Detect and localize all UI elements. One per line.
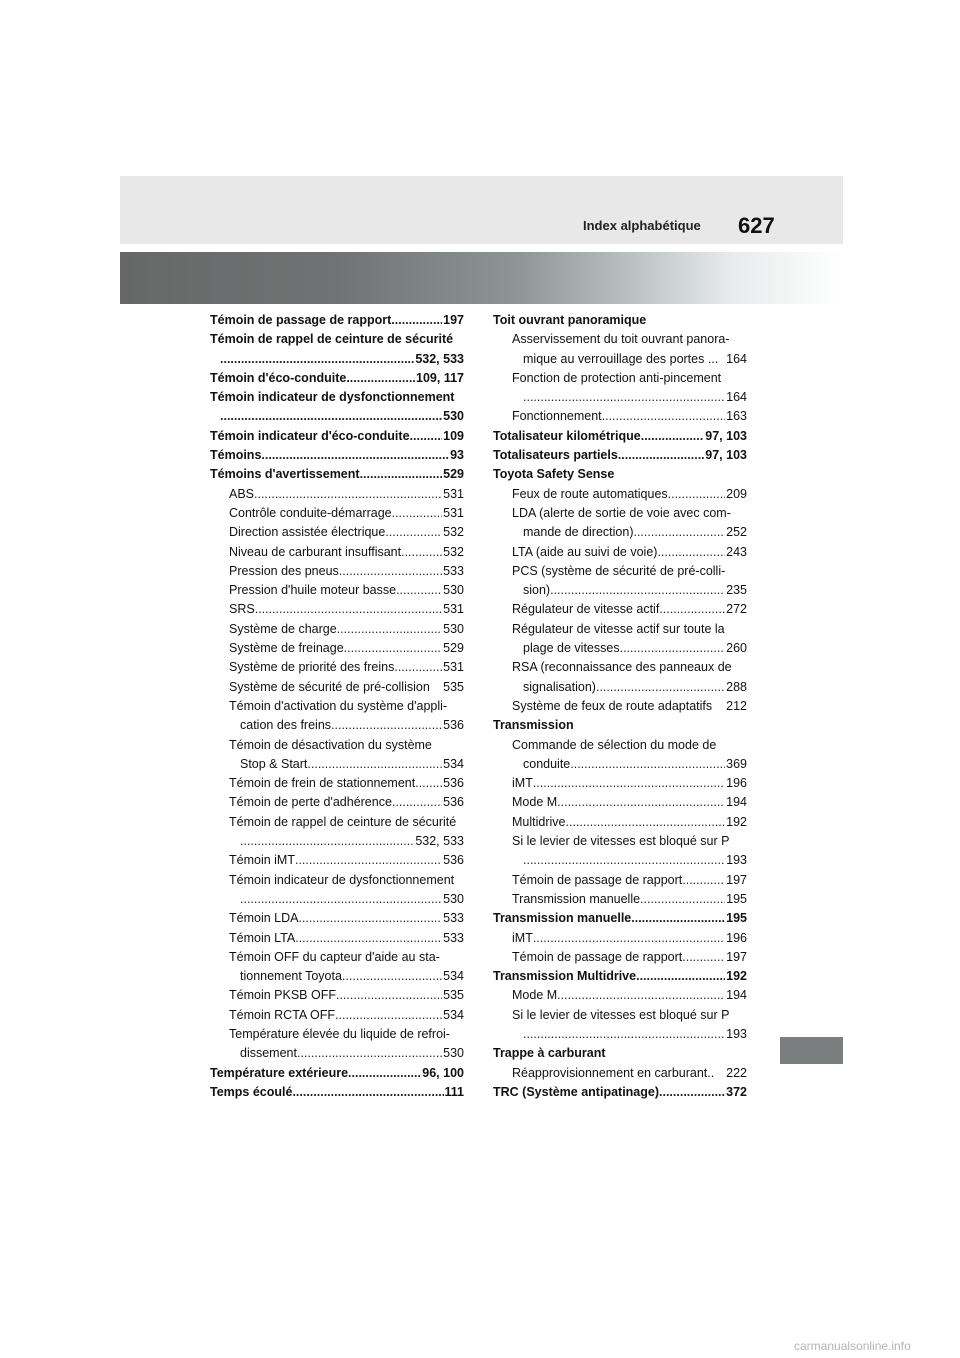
dot-leader	[337, 620, 442, 639]
entry-text: Pression d'huile moteur basse	[229, 583, 397, 598]
index-entry	[210, 350, 464, 369]
index-entry	[493, 697, 747, 716]
index-entry	[493, 678, 747, 697]
entry-text: Transmission	[493, 718, 574, 733]
index-entry	[210, 504, 464, 523]
entry-text: plage de vitesses	[523, 641, 620, 656]
entry-text: Température élevée du liquide de refroi-	[229, 1026, 450, 1041]
dot-leader	[641, 427, 705, 446]
page-reference: 530	[443, 891, 464, 906]
dot-leader	[336, 986, 442, 1005]
index-entry	[493, 311, 747, 330]
index-entry	[493, 851, 747, 870]
page-reference: 372	[726, 1084, 747, 1099]
page-reference: 529	[443, 467, 464, 482]
page-reference: 532, 533	[415, 834, 464, 849]
dot-leader	[360, 465, 443, 484]
dot-leader	[240, 890, 442, 909]
entry-text: Mode M	[512, 795, 558, 810]
index-entry	[210, 1064, 464, 1083]
entry-text: Témoin indicateur de dysfonctionnement	[229, 872, 455, 887]
index-entry	[210, 774, 464, 793]
index-entry	[210, 793, 464, 812]
entry-text: Témoin iMT	[229, 853, 295, 868]
index-entry	[493, 350, 747, 369]
dot-leader	[298, 909, 442, 928]
entry-text: Témoin d'éco-conduite	[210, 370, 347, 385]
index-entry	[493, 427, 747, 446]
entry-text: Si le levier de vitesses est bloqué sur P	[512, 1007, 730, 1022]
header-bar	[120, 176, 843, 244]
page-reference: 192	[726, 814, 747, 829]
index-entry	[210, 755, 464, 774]
entry-text: iMT	[512, 930, 533, 945]
page-reference: 531	[443, 660, 464, 675]
page-reference: 369	[726, 756, 747, 771]
page-reference: 222	[726, 1065, 747, 1080]
entry-text: Témoin RCTA OFF	[229, 1007, 336, 1022]
entry-text: SRS	[229, 602, 255, 617]
index-entry	[493, 639, 747, 658]
entry-text: signalisation)	[523, 679, 596, 694]
entry-text: Température extérieure	[210, 1065, 349, 1080]
entry-text: Fonctionnement	[512, 409, 602, 424]
entry-text: Commande de sélection du mode de	[512, 737, 717, 752]
entry-text: Témoin LTA	[229, 930, 296, 945]
entry-text: Témoin PKSB OFF	[229, 988, 336, 1003]
page-reference: 533	[443, 911, 464, 926]
index-entry	[210, 948, 464, 967]
page-reference: 532	[443, 525, 464, 540]
page-reference: 252	[726, 525, 747, 540]
index-entry	[493, 793, 747, 812]
page-reference: 197	[726, 949, 747, 964]
dot-leader	[394, 658, 442, 677]
index-entry	[210, 427, 464, 446]
index-entry	[210, 523, 464, 542]
entry-text: Témoin d'activation du système d'appli-	[229, 698, 448, 713]
page-reference: 193	[726, 1026, 747, 1041]
index-entry	[210, 658, 464, 677]
dot-leader	[392, 793, 442, 812]
dot-leader	[523, 388, 725, 407]
page-reference: 243	[726, 544, 747, 559]
index-entry	[493, 948, 747, 967]
page-reference: 196	[726, 776, 747, 791]
index-entry	[210, 639, 464, 658]
dot-leader	[682, 871, 725, 890]
dot-leader	[640, 890, 725, 909]
page-reference: 535	[443, 679, 464, 694]
dot-leader	[295, 851, 442, 870]
entry-text: TRC (Système antipatinage)	[493, 1084, 660, 1099]
index-entry	[210, 967, 464, 986]
entry-text: cation des freins	[240, 718, 332, 733]
dot-leader	[631, 909, 725, 928]
dot-leader	[415, 774, 442, 793]
dot-leader	[657, 543, 725, 562]
entry-text: Toit ouvrant panoramique	[493, 313, 647, 327]
dot-leader	[596, 678, 725, 697]
entry-text: Témoin de passage de rapport	[512, 949, 683, 964]
index-entry	[493, 1083, 747, 1102]
dot-leader	[254, 485, 442, 504]
page-reference: 530	[443, 621, 464, 636]
index-entry	[493, 620, 747, 639]
page-reference: 531	[443, 505, 464, 520]
page-reference: 530	[443, 409, 464, 424]
entry-text: Témoin LDA	[229, 911, 299, 926]
entry-text: Système de freinage	[229, 641, 344, 656]
entry-text: Totalisateurs partiels	[493, 448, 618, 463]
dot-leader	[620, 639, 726, 658]
index-entry	[210, 813, 464, 832]
page-reference: 531	[443, 486, 464, 501]
watermark: carmanualsonline.info	[794, 1339, 911, 1353]
page-reference: 536	[443, 776, 464, 791]
entry-text: Pression des pneus	[229, 563, 339, 578]
dot-leader	[523, 851, 725, 870]
index-entry	[210, 832, 464, 851]
entry-text: Régulateur de vitesse actif	[512, 602, 660, 617]
page-reference: 97, 103	[705, 428, 747, 443]
entry-text: Multidrive	[512, 814, 566, 829]
dot-leader	[570, 755, 725, 774]
dot-leader	[533, 929, 725, 948]
index-entry	[493, 388, 747, 407]
dot-leader	[636, 967, 725, 986]
dot-leader	[659, 1083, 725, 1102]
page-reference: 533	[443, 930, 464, 945]
page-reference: 109, 117	[416, 370, 464, 385]
page-reference: 534	[443, 969, 464, 984]
entry-text: Transmission manuelle	[512, 891, 641, 906]
index-entry	[210, 446, 464, 465]
entry-text: tionnement Toyota	[240, 969, 342, 984]
entry-text: dissement	[240, 1046, 297, 1061]
page-number: 627	[738, 213, 775, 238]
page-reference: 531	[443, 602, 464, 617]
index-entry	[493, 581, 747, 600]
dot-leader	[410, 427, 443, 446]
index-entry	[493, 909, 747, 928]
gradient-banner	[120, 252, 843, 304]
index-entry	[210, 311, 464, 330]
index-entry	[210, 543, 464, 562]
page-reference: 197	[726, 872, 747, 887]
section-thumb-tab	[780, 1037, 843, 1064]
page-reference: 529	[443, 641, 464, 656]
index-entry	[210, 909, 464, 928]
page-reference: 193	[726, 853, 747, 868]
entry-text: RSA (reconnaissance des panneaux de	[512, 660, 732, 675]
entry-text: Témoin de désactivation du système	[229, 737, 432, 752]
dot-leader	[659, 600, 725, 619]
entry-text: Témoin de rappel de ceinture de sécurité	[229, 814, 457, 829]
dot-leader	[633, 523, 725, 542]
page-reference: 209	[726, 486, 747, 501]
dot-leader	[550, 581, 725, 600]
index-entry	[210, 986, 464, 1005]
page-reference: 534	[443, 756, 464, 771]
entry-text: Contrôle conduite-démarrage	[229, 505, 392, 520]
entry-text: Trappe à carburant	[493, 1046, 606, 1061]
index-entry	[210, 736, 464, 755]
dot-leader	[295, 929, 442, 948]
index-entry	[210, 485, 464, 504]
index-entry	[493, 1025, 747, 1044]
entry-text: ABS	[229, 486, 255, 501]
index-entry	[493, 832, 747, 851]
page-reference: 534	[443, 1007, 464, 1022]
entry-text: Toyota Safety Sense	[493, 467, 615, 482]
entry-text: LTA (aide au suivi de voie)	[512, 544, 658, 559]
dot-leader	[385, 523, 442, 542]
entry-text: Transmission Multidrive	[493, 969, 637, 984]
page-reference: 195	[726, 891, 747, 906]
entry-text: Feux de route automatiques	[512, 486, 668, 501]
entry-text: Témoin de frein de stationnement	[229, 776, 416, 791]
page-reference: 197	[443, 313, 464, 327]
page-reference: 535	[443, 988, 464, 1003]
index-entry	[210, 890, 464, 909]
entry-text: Témoin de passage de rapport	[210, 313, 392, 327]
entry-text: Témoin OFF du capteur d'aide au sta-	[229, 949, 440, 964]
index-entry	[493, 330, 747, 349]
page-reference: 96, 100	[422, 1065, 464, 1080]
entry-text: Système de sécurité de pré-collision	[229, 679, 430, 694]
dot-leader	[297, 1044, 442, 1063]
dot-leader	[396, 581, 442, 600]
dot-leader	[602, 407, 726, 426]
index-entry	[493, 1006, 747, 1025]
page-reference: 109	[443, 428, 464, 443]
index-column-right	[493, 311, 747, 1102]
entry-text: Stop & Start	[240, 756, 308, 771]
page-reference: 192	[726, 969, 747, 984]
entry-text: Témoin de passage de rapport	[512, 872, 683, 887]
entry-text: iMT	[512, 776, 533, 791]
index-entry	[210, 330, 464, 349]
section-title: Index alphabétique	[583, 218, 701, 233]
entry-text: Témoin de rappel de ceinture de sécurité	[210, 332, 454, 347]
dot-leader	[348, 1064, 421, 1083]
page-reference: 164	[726, 351, 747, 366]
dot-leader	[261, 446, 449, 465]
page-reference: 195	[726, 911, 747, 926]
dot-leader	[557, 793, 725, 812]
page-reference: 536	[443, 718, 464, 733]
index-entry	[493, 446, 747, 465]
entry-text: Témoin de perte d'adhérence	[229, 795, 392, 810]
entry-text: Transmission manuelle	[493, 911, 632, 926]
page-reference: 163	[726, 409, 747, 424]
page-reference: 97, 103	[705, 448, 747, 463]
dot-leader	[331, 716, 442, 735]
entry-text: Témoins d'avertissement	[210, 467, 360, 482]
entry-text: mique au verrouillage des portes ...	[523, 351, 719, 366]
dot-leader	[618, 446, 704, 465]
entry-text: Fonction de protection anti-pincement	[512, 370, 722, 385]
index-entry	[210, 407, 464, 426]
entry-text: Système de charge	[229, 621, 337, 636]
dot-leader	[255, 600, 442, 619]
index-entry	[493, 929, 747, 948]
page-reference: 235	[726, 583, 747, 598]
index-entry	[493, 774, 747, 793]
index-entry	[210, 620, 464, 639]
entry-text: Réapprovisionnement en carburant..	[512, 1065, 715, 1080]
index-entry	[493, 523, 747, 542]
page-reference: 212	[726, 698, 747, 713]
index-column-left	[210, 311, 464, 1102]
page-reference: 532	[443, 544, 464, 559]
index-entry	[210, 678, 464, 697]
dot-leader	[401, 543, 442, 562]
index-entry	[210, 851, 464, 870]
entry-text: Si le levier de vitesses est bloqué sur P	[512, 834, 730, 849]
index-entry	[493, 504, 747, 523]
index-entry	[493, 465, 747, 484]
index-entry	[493, 890, 747, 909]
entry-text: Niveau de carburant insuffisant	[229, 544, 402, 559]
entry-text: Système de feux de route adaptatifs	[512, 698, 713, 713]
page-reference: 194	[726, 795, 747, 810]
dot-leader	[682, 948, 725, 967]
index-entry	[493, 871, 747, 890]
index-entry	[493, 407, 747, 426]
index-entry	[210, 562, 464, 581]
dot-leader	[668, 485, 725, 504]
index-entry	[493, 1044, 747, 1063]
dot-leader	[344, 639, 442, 658]
entry-text: Système de priorité des freins	[229, 660, 395, 675]
index-entry	[210, 1006, 464, 1025]
index-entry	[493, 485, 747, 504]
index-entry	[493, 716, 747, 735]
index-entry	[210, 388, 464, 407]
page-reference: 533	[443, 563, 464, 578]
dot-leader	[557, 986, 725, 1005]
entry-text: mande de direction)	[523, 525, 634, 540]
entry-text: Temps écoulé	[210, 1084, 293, 1099]
entry-text: conduite	[523, 756, 571, 771]
page-reference: 536	[443, 853, 464, 868]
page-reference: 530	[443, 583, 464, 598]
entry-text: Témoin indicateur de dysfonctionnement	[210, 390, 455, 405]
index-entry	[210, 1083, 464, 1102]
index-entry	[493, 600, 747, 619]
index-entry	[210, 600, 464, 619]
page-reference: 93	[450, 448, 464, 463]
page-reference: 260	[726, 641, 747, 656]
entry-text: PCS (système de sécurité de pré-colli-	[512, 563, 726, 578]
index-entry	[493, 967, 747, 986]
entry-text: Direction assistée électrique	[229, 525, 386, 540]
entry-text: Témoin indicateur d'éco-conduite	[210, 428, 410, 443]
index-entry	[493, 658, 747, 677]
index-entry	[210, 871, 464, 890]
page-reference: 288	[726, 679, 747, 694]
entry-text: sion)	[523, 583, 551, 598]
dot-leader	[339, 562, 442, 581]
index-entry	[210, 716, 464, 735]
entry-text: Régulateur de vitesse actif sur toute la	[512, 621, 725, 636]
index-entry	[493, 543, 747, 562]
dot-leader	[342, 967, 442, 986]
dot-leader	[523, 1025, 725, 1044]
index-entry	[493, 736, 747, 755]
dot-leader	[292, 1083, 443, 1102]
dot-leader	[335, 1006, 442, 1025]
dot-leader	[240, 832, 414, 851]
page-reference: 536	[443, 795, 464, 810]
index-entry	[493, 813, 747, 832]
index-entry	[493, 986, 747, 1005]
dot-leader	[220, 407, 442, 426]
dot-leader	[307, 755, 442, 774]
index-entry	[493, 562, 747, 581]
index-entry	[210, 369, 464, 388]
page-reference: 530	[443, 1046, 464, 1061]
dot-leader	[566, 813, 726, 832]
page-reference: 111	[444, 1084, 464, 1099]
dot-leader	[346, 369, 415, 388]
dot-leader	[220, 350, 414, 369]
index-entry	[210, 697, 464, 716]
index-entry	[210, 929, 464, 948]
index-entry	[493, 369, 747, 388]
index-entry	[210, 1025, 464, 1044]
page-reference: 164	[726, 390, 747, 405]
entry-text: LDA (alerte de sortie de voie avec com-	[512, 505, 731, 520]
entry-text: Mode M	[512, 988, 558, 1003]
index-entry	[210, 465, 464, 484]
index-entry	[210, 1044, 464, 1063]
index-entry	[493, 755, 747, 774]
page-reference: 194	[726, 988, 747, 1003]
page-reference: 532, 533	[415, 351, 464, 366]
dot-leader	[392, 504, 443, 523]
entry-text: Asservissement du toit ouvrant panora-	[512, 332, 730, 347]
dot-leader	[533, 774, 725, 793]
index-entry	[210, 581, 464, 600]
page-reference: 196	[726, 930, 747, 945]
entry-text: Totalisateur kilométrique	[493, 428, 641, 443]
dot-leader	[391, 311, 442, 330]
index-entry	[493, 1064, 747, 1083]
entry-text: Témoins	[210, 448, 262, 463]
page-reference: 272	[726, 602, 747, 617]
